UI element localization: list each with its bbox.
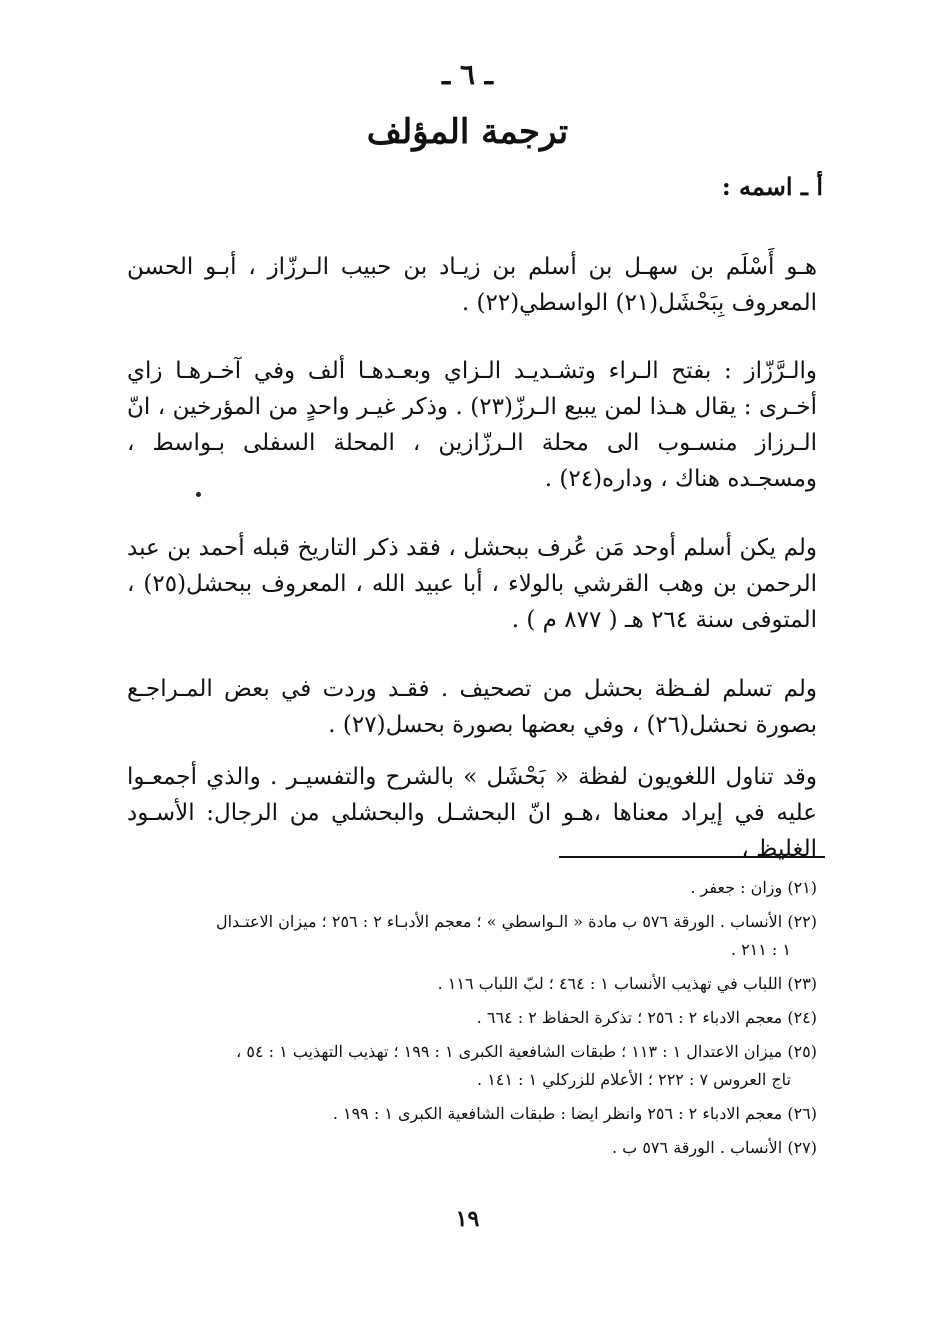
paragraph-razzaz: والـرَّزّاز : بفتح الـراء وتشـديـد الـزاي وبعـدهـا ألف وفي آخـرهـا زاي أخـرى : يقال هـذا لمن يبيع الـرزّ(٢٣) . وذكر غيـر واحدٍ من المؤرخين ، انّ الـرزاز منسـوب الى محلة الـرزّازين ، المحلة السفلى بـواسط ، ومسجـده هناك ، وداره(٢٤) . [127, 358, 817, 492]
footnote-text: (٢٥) ميزان الاعتدال ١ : ١١٣ ؛ طبقات الشافعية الكبرى ١ : ١٩٩ ؛ تهذيب التهذيب ١ : ٥٤ ، [236, 1042, 817, 1061]
page-number: ١٩ [455, 1206, 480, 1232]
footnote-divider [559, 856, 825, 858]
paragraph-name: هـو أَسْلَم بن سهـل بن أسلم بن زيـاد بن حبيب الـرزّاز ، أبـو الحسن المعروف بِبَحْشَل(٢١) الواسطي(٢٢) . [127, 254, 817, 316]
footnote-continuation: ١ : ٢١١ . [730, 940, 791, 959]
footnote-continuation: تاج العروس ٧ : ٢٢٢ ؛ الأعلام للزركلي ١ : ١٤١ . [477, 1070, 791, 1089]
footnote-text: (٢٤) معجم الادباء ٢ : ٢٥٦ ؛ تذكرة الحفاظ ٢ : ٦٦٤ . [476, 1008, 817, 1027]
section-heading: أ ـ اسمه : [721, 172, 823, 201]
footnote-text: (٢٧) الأنساب . الورقة ٥٧٦ ب . [612, 1138, 817, 1157]
page-title: ترجمة المؤلف [366, 112, 569, 152]
paragraph-bahshal-others: ولم يكن أسلم أوحد مَن عُرف ببحشل ، فقد ذكر التاريخ قبله أحمد بن عبد الرحمن بن وهب القرشي بالولاء ، أبا عبيد الله ، المعروف ببحشل(٢٥) ، المتوفى سنة ٢٦٤ هـ ( ٨٧٧ م ) . [127, 535, 817, 633]
footnote-text: (٢٦) معجم الادباء ٢ : ٢٥٦ وانظر ايضا : طبقات الشافعية الكبرى ١ : ١٩٩ . [332, 1104, 817, 1123]
footnote-22 [127, 908, 817, 964]
ink-dot [196, 492, 201, 497]
paragraph-linguists: وقد تناول اللغويون لفظة « بَحْشَل » بالشرح والتفسيـر . والذي أجمعـوا عليه في إيراد معناها ،هـو انّ البحشـل والبحشلي من الرجال: الأسـود الغليظ ، [127, 764, 817, 862]
footnote-21 [127, 874, 817, 902]
footnote-25 [127, 1038, 817, 1094]
page-marker: ـ ٦ ـ [442, 58, 493, 91]
footnote-23 [127, 970, 817, 998]
footnote-text: (٢١) وزان : جعفر . [690, 878, 817, 897]
footnotes [127, 874, 817, 1168]
footnote-text: (٢٣) اللباب في تهذيب الأنساب ١ : ٤٦٤ ؛ لبّ اللباب ١١٦ . [437, 974, 817, 993]
footnote-26 [127, 1100, 817, 1128]
footnote-27 [127, 1134, 817, 1162]
footnote-text: (٢٢) الأنساب . الورقة ٥٧٦ ب مادة « الـواسطي » ؛ معجم الأدبـاء ٢ : ٢٥٦ ؛ ميزان الاعتـدال [215, 912, 817, 931]
paragraph-tashif: ولم تسلم لفـظة بحشل من تصحيف . فقـد وردت في بعض المـراجـع بصورة نحشل(٢٦) ، وفي بعضها بصورة بحسل(٢٧) . [127, 676, 817, 738]
footnote-24 [127, 1004, 817, 1032]
